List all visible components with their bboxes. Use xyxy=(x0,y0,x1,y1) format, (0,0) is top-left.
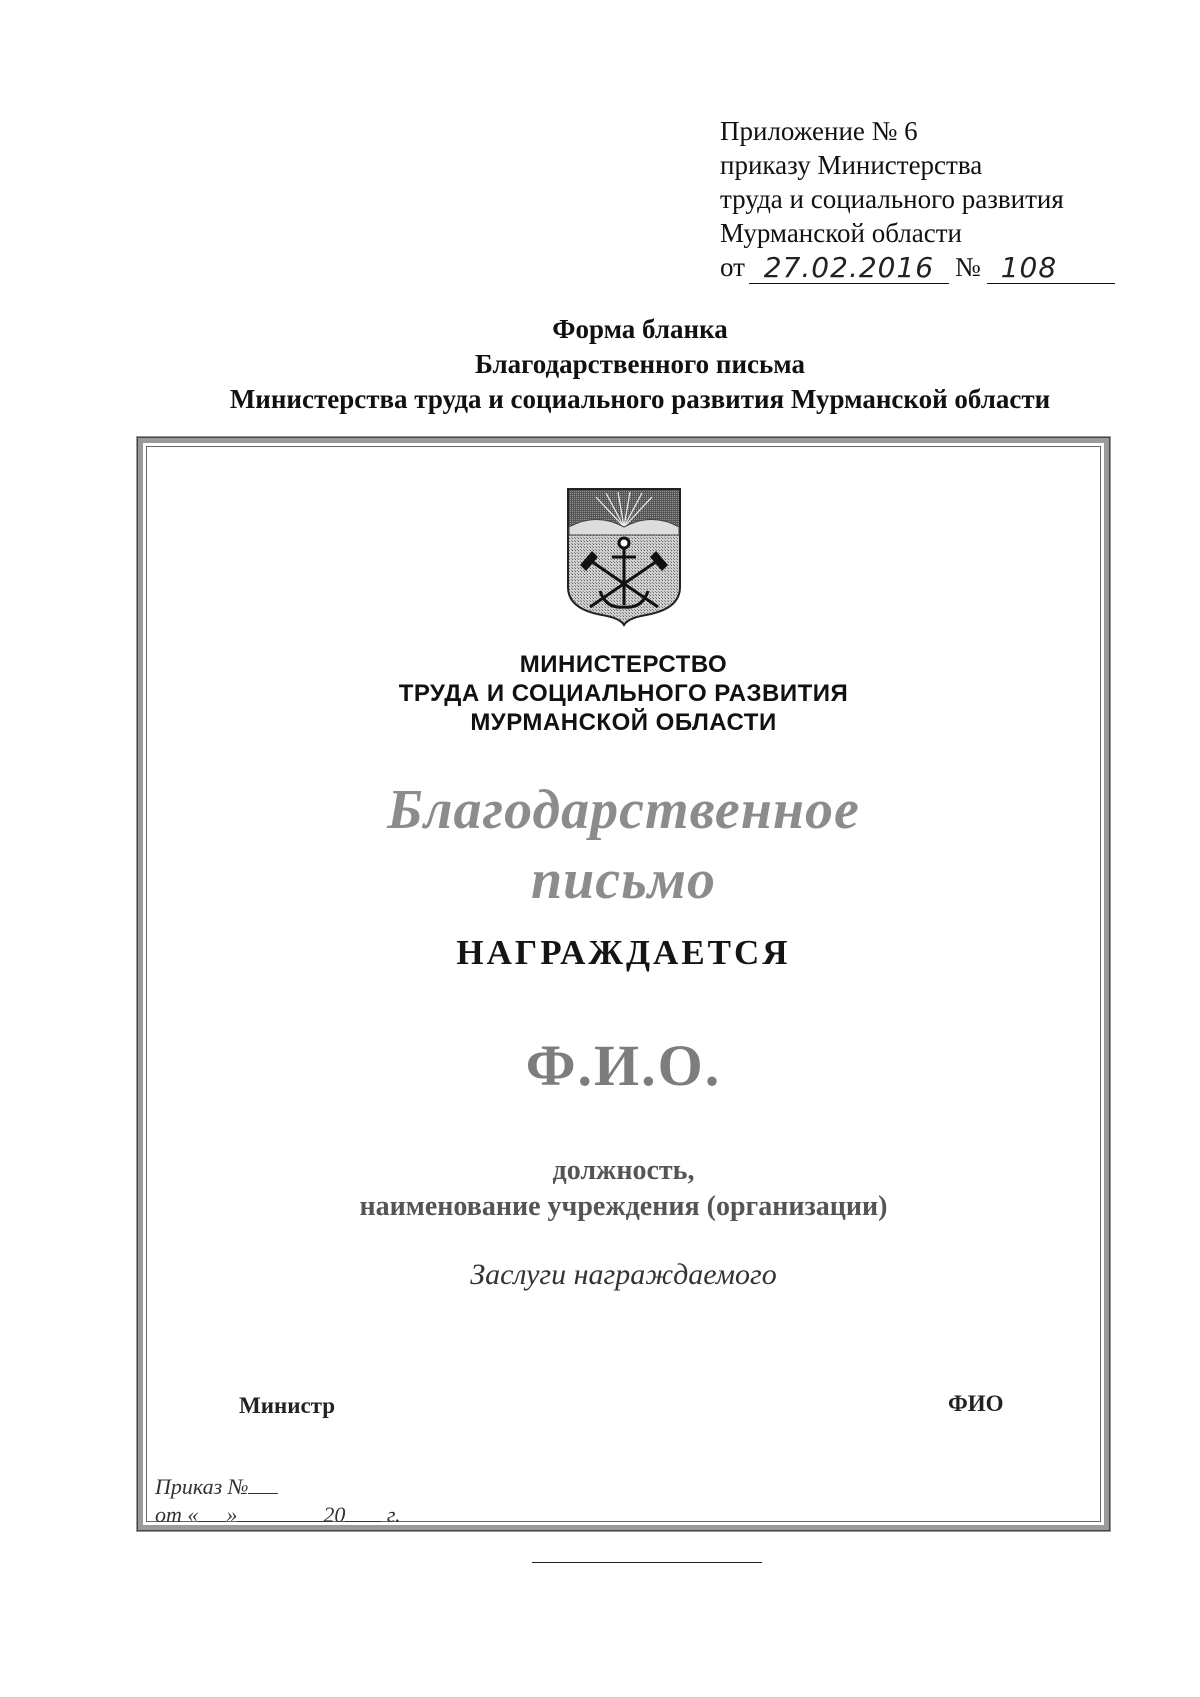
order-year-blank xyxy=(345,1501,381,1522)
order-year-prefix: 20 xyxy=(323,1502,346,1527)
appendix-line-4: Мурманской области xyxy=(720,218,962,248)
ministry-name xyxy=(143,650,1104,737)
recipient-merits: Заслуги награждаемого xyxy=(470,1258,777,1291)
bottom-separator xyxy=(532,1562,762,1563)
appendix-line-3: труда и социального развития xyxy=(720,184,1064,214)
title-line-1: Благодарственное xyxy=(387,779,860,841)
ministry-line-2: ТРУДА И СОЦИАЛЬНОГО РАЗВИТИЯ xyxy=(398,680,849,707)
order-number-row xyxy=(155,1473,401,1501)
handwritten-date: 27.02.2016 xyxy=(749,253,949,284)
recipient-fio: Ф.И.О. xyxy=(525,1033,722,1098)
recipient-position xyxy=(143,1153,1104,1225)
number-label: № xyxy=(954,252,981,282)
ministry-line-3: МУРМАНСКОЙ ОБЛАСТИ xyxy=(470,709,777,736)
order-label: Приказ № xyxy=(155,1474,249,1499)
handwritten-number: 108 xyxy=(987,253,1115,284)
position-line-2: наименование учреждения (организации) xyxy=(359,1191,888,1222)
appendix-line-2: приказу Министерства xyxy=(720,150,983,180)
form-heading xyxy=(0,312,1200,417)
order-day-blank xyxy=(198,1501,226,1522)
form-heading-line-1: Форма бланка xyxy=(552,314,728,344)
from-label: от xyxy=(720,252,745,282)
order-year-suffix: г. xyxy=(386,1502,401,1527)
certificate-frame xyxy=(136,436,1111,1532)
minister-label: Министр xyxy=(239,1393,336,1418)
minister-fio: ФИО xyxy=(948,1391,1004,1416)
murmansk-coat-of-arms-icon xyxy=(566,487,682,627)
position-line-1: должность, xyxy=(552,1155,695,1186)
form-heading-line-2: Благодарственного письма xyxy=(475,349,805,379)
order-number-blank xyxy=(248,1473,278,1494)
certificate-title xyxy=(143,775,1104,915)
title-line-2: письмо xyxy=(530,849,717,911)
order-from-label: от « xyxy=(155,1502,199,1527)
order-date-row xyxy=(155,1501,401,1529)
appendix-date-number-row xyxy=(720,250,1140,284)
ministry-line-1: МИНИСТЕРСТВО xyxy=(519,651,728,678)
order-block xyxy=(155,1473,401,1529)
appendix-line-1: Приложение № 6 xyxy=(720,116,918,146)
form-heading-line-3: Министерства труда и социального развития Мурманской области xyxy=(229,384,1051,414)
order-quote-close: » xyxy=(226,1502,238,1527)
order-month-blank xyxy=(237,1501,323,1522)
awarded-heading: НАГРАЖДАЕТСЯ xyxy=(456,933,791,972)
appendix-block xyxy=(720,114,1140,284)
